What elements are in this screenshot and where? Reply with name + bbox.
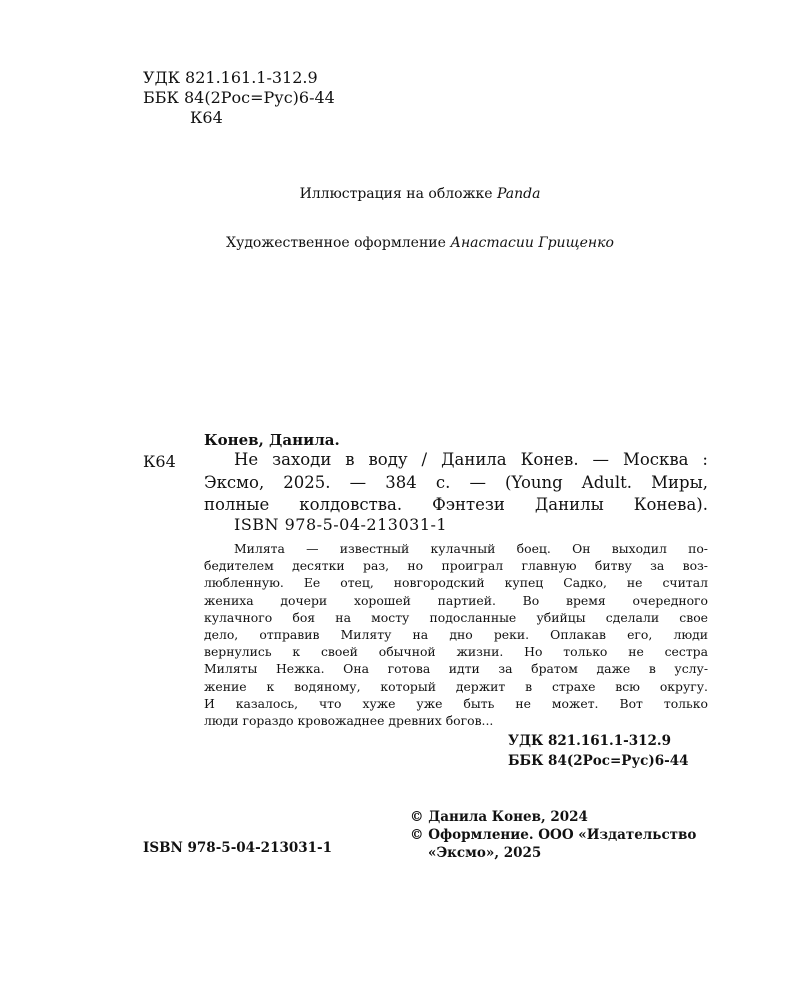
design-label: Художественное оформление	[226, 235, 446, 251]
annotation-line: бедителем десятки раз, но проиграл главную битву за воз-	[204, 558, 708, 574]
annotation-line: И казалось, что хуже уже быть не может. Вот только	[204, 695, 708, 711]
bbk-code-top: ББК 84(2Рос=Рус)6-44	[143, 88, 335, 107]
annotation-line: любленную. Ее отец, новгородский купец Садко, не считал	[204, 575, 708, 591]
bibliography-line: Эксмо, 2025. — 384 с. — (Young Adult. Миры,	[204, 472, 708, 492]
annotation-line: вернулись к своей обычной жизни. Но только не сестра	[204, 644, 708, 660]
author-mark-top: К64	[190, 108, 223, 127]
annotation-line: люди гораздо кровожаднее древних богов...	[204, 713, 494, 729]
bibliography-author-mark: К64	[143, 452, 176, 471]
annotation-line: жение к водяному, который держит в страхе всю округу.	[204, 678, 708, 694]
copyright-design-cont: «Эксмо», 2025	[428, 845, 542, 861]
isbn-bottom: ISBN 978-5-04-213031-1	[143, 840, 333, 856]
udk-code-bottom: УДК 821.161.1-312.9	[508, 733, 671, 749]
bibliography-description	[204, 449, 708, 517]
bottom-classification-codes	[508, 731, 689, 771]
copyright-block	[410, 808, 696, 862]
annotation	[204, 540, 708, 729]
top-classification-codes	[143, 68, 335, 128]
bibliography-author: Конев, Данила.	[204, 431, 340, 449]
bibliography-line: полные колдовства. Фэнтези Данилы Конева).	[204, 495, 708, 514]
copyright-design: © Оформление. ООО «Издательство	[410, 827, 697, 843]
annotation-line: жениха дочери хорошей партией. Во время очередного	[204, 592, 708, 608]
illustration-label: Иллюстрация на обложке	[299, 186, 493, 202]
bibliography-isbn: ISBN 978-5-04-213031-1	[234, 515, 448, 534]
copyright-author: © Данила Конев, 2024	[410, 809, 588, 825]
bbk-code-bottom: ББК 84(2Рос=Рус)6-44	[508, 753, 689, 769]
design-credit	[0, 235, 800, 251]
annotation-line: Милята — известный кулачный боец. Он выходил по-	[234, 541, 708, 556]
bibliography-line: Не заходи в воду / Данила Конев. — Москва :	[234, 450, 708, 469]
design-name: Анастасии Грищенко	[450, 235, 614, 251]
annotation-line: Миляты Нежка. Она готова идти за братом даже в услу-	[204, 661, 708, 677]
annotation-line: кулачного боя на мосту подосланные убийцы сделали свое	[204, 609, 708, 625]
udk-code-top: УДК 821.161.1-312.9	[143, 68, 318, 87]
annotation-line: дело, отправив Миляту на дно реки. Оплакав его, люди	[204, 627, 708, 643]
illustration-name: Panda	[496, 186, 541, 202]
illustration-credit	[0, 186, 800, 202]
